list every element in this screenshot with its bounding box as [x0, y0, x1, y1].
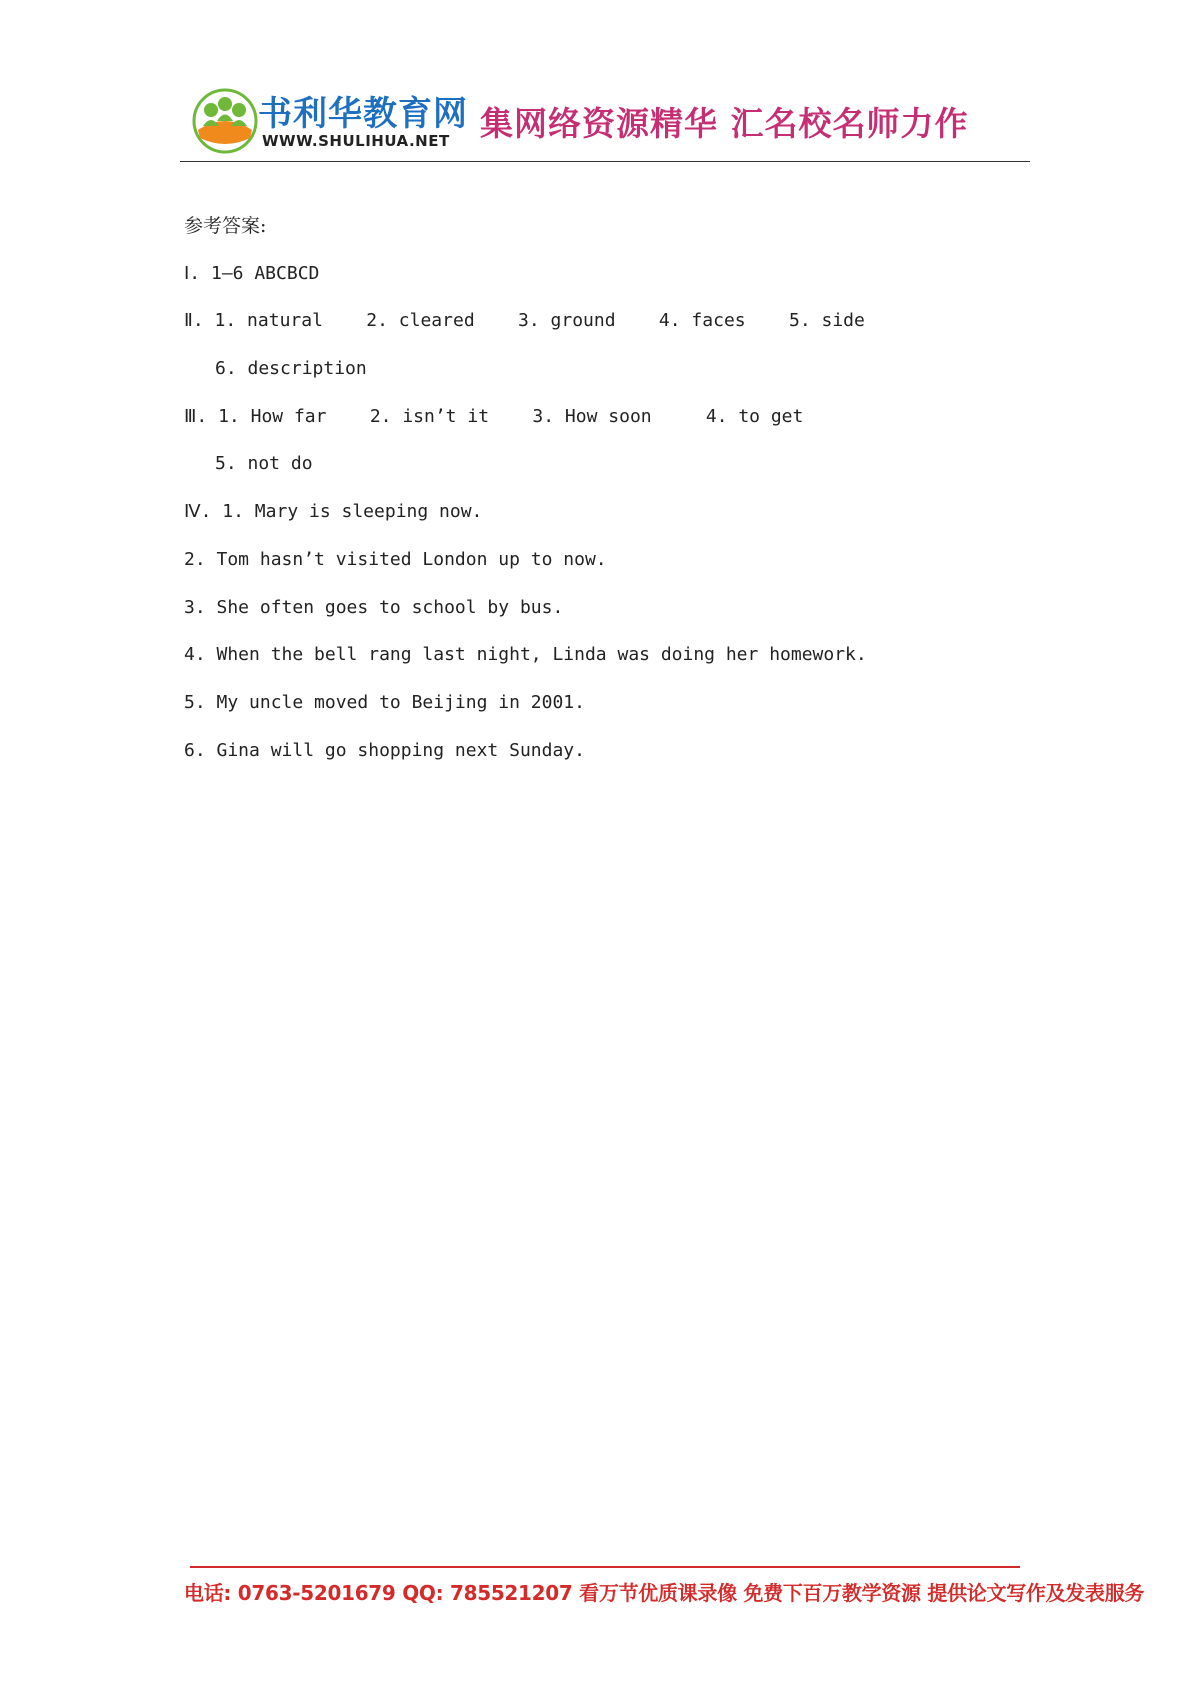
people-logo-icon [192, 88, 258, 154]
answer-item: 3. ground [518, 310, 616, 332]
site-url: WWW.SHULIHUA.NET [262, 132, 450, 150]
section-numeral: Ⅱ. [184, 310, 204, 332]
answer-item: 1. natural [214, 310, 323, 332]
section-numeral: Ⅰ. [184, 262, 201, 284]
answer-item: 2. isn’t it [369, 405, 490, 427]
answer-sentence-4: 4. When the bell rang last night, Linda was doing her homework. [184, 644, 867, 666]
answer-item: 6. description [215, 358, 367, 380]
section-numeral: Ⅲ. [184, 405, 208, 427]
answer-key [184, 213, 1044, 785]
site-name: 书利华教育网 [258, 94, 468, 134]
answer-sentence-5: 5. My uncle moved to Beijing in 2001. [184, 691, 585, 713]
section-4 [184, 499, 1044, 547]
answer-key-title: 参考答案: [184, 215, 267, 237]
site-slogan: 集网络资源精华 汇名校名师力作 [480, 104, 969, 143]
footer-contact-text: 电话: 0763-5201679 QQ: 785521207 看万节优质课录像 免费下百万教学资源 提供论文写作及发表服务 [184, 1581, 1145, 1605]
footer-divider [190, 1566, 1020, 1568]
header-divider [180, 161, 1030, 162]
answer-item: 1. How far [218, 405, 327, 427]
answer-sentence: 1. Mary is sleeping now. [222, 501, 483, 523]
site-header [180, 82, 1030, 160]
section-1 [184, 261, 1044, 309]
answer-item: 5. not do [215, 453, 313, 475]
section-2-continuation [184, 356, 1044, 404]
section-2 [184, 308, 1044, 356]
answer-sentence-3: 3. She often goes to school by bus. [184, 596, 564, 618]
answer-item: 4. to get [705, 405, 804, 427]
section-3 [184, 404, 1044, 452]
answer-item: 1—6 ABCBCD [211, 262, 320, 284]
answer-item: 5. side [788, 310, 865, 332]
section-3-continuation [184, 451, 1044, 499]
answer-item: 4. faces [658, 310, 746, 332]
answer-item: 3. How soon [532, 405, 652, 427]
section-numeral: Ⅳ. [184, 501, 212, 523]
answer-item: 2. cleared [366, 310, 475, 332]
answer-sentence-2: 2. Tom hasn’t visited London up to now. [184, 548, 607, 570]
answer-sentence-6: 6. Gina will go shopping next Sunday. [184, 739, 585, 761]
